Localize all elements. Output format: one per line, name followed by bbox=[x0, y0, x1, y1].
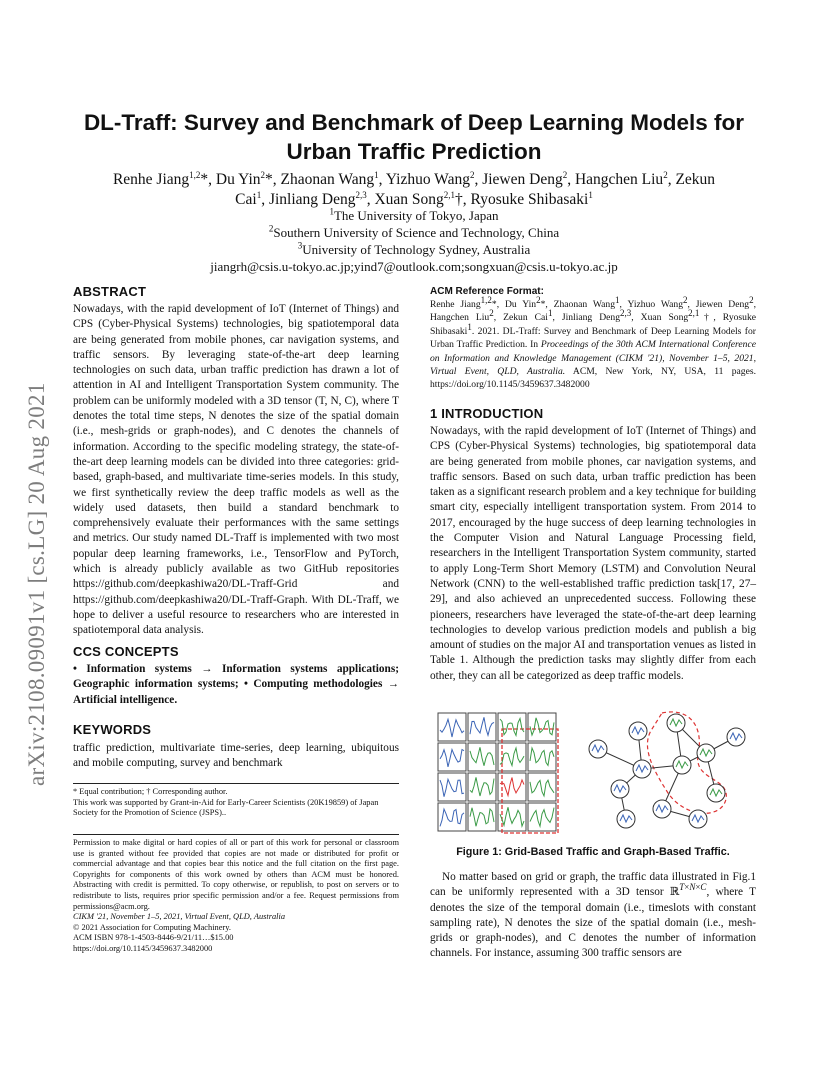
figure-1-caption: Figure 1: Grid-Based Traffic and Graph-Based Traffic. bbox=[456, 846, 730, 858]
cell-series-line bbox=[470, 777, 494, 796]
affiliation-3: $^3$University of Technology Sydney, Australia bbox=[297, 240, 531, 257]
author-emails: jiangrh@csis.u-tokyo.ac.jp;yind7@outlook.com;songxuan@csis.u-tokyo.ac.jp bbox=[210, 259, 618, 274]
keywords-body: traffic prediction, multivariate time-series, deep learning, ubiquitous and mobile computing, survey and benchmark bbox=[73, 742, 399, 770]
graph-node bbox=[611, 780, 629, 798]
author-line-1: Renhe Jiang$^{1,2}$*, Du Yin$^2$*, Zhaonan Wang$^1$, Yizhuo Wang$^2$, Jiewen Deng$^2$, Hangchen Liu$^2$, Zekun bbox=[112, 169, 716, 188]
arxiv-id: arXiv:2108.09091v1 [cs.LG] 20 Aug 2021 bbox=[24, 382, 49, 786]
affiliation-1: $^1$The University of Tokyo, Japan bbox=[329, 206, 499, 223]
graph-node bbox=[667, 714, 685, 732]
paragraph-2-text: No matter based on grid or graph, the traffic data illustrated in Fig.1 can be uniformly represented with a 3D tensor ℝ$^{T\times N\times C}$, where T denotes the size of the temporal domain (i.e., timeslots with constant sampling rate), N denotes the size of the spatial domain (i.e., mesh-grids or graph-nodes), and C denotes the number of information channels. For instance, assuming 300 traffic sensors are bbox=[430, 871, 756, 960]
cell-series-line bbox=[440, 719, 464, 737]
abstract-body bbox=[73, 302, 399, 639]
author-list bbox=[80, 170, 748, 210]
ccs-heading: CCS CONCEPTS bbox=[73, 644, 179, 659]
grid-cell bbox=[438, 743, 466, 771]
grid-cell bbox=[528, 773, 556, 801]
cell-series-line bbox=[470, 808, 494, 827]
footnote-contribution: * Equal contribution; † Corresponding author. bbox=[73, 787, 228, 796]
cell-series-line bbox=[500, 778, 524, 796]
footnote-funding: This work was supported by Grant-in-Aid for Early-Career Scientists (20K19859) of Japan Society for the Promotion of Science (JSPS).. bbox=[73, 797, 379, 818]
cell-series-line bbox=[440, 750, 464, 767]
grid-cell bbox=[468, 713, 496, 741]
cell-series-line bbox=[470, 747, 494, 765]
cell-series-line bbox=[440, 809, 464, 826]
isbn-line: ACM ISBN 978-1-4503-8446-9/21/11…$15.00 bbox=[73, 933, 234, 943]
intro-heading: 1 INTRODUCTION bbox=[430, 406, 544, 421]
footnote-rule bbox=[73, 783, 399, 784]
cell-series-line bbox=[530, 748, 554, 765]
graph-node bbox=[697, 744, 715, 762]
acm-ref-citation: 2021. DL-Traff: Survey and Benchmark of Deep Learning Models for Urban Traffic Prediction. In Proceedings of the 30th ACM International Conference on Information and Knowledge Management (CIKM '21), November 1–5, 2021, Virtual Event, QLD, Australia. ACM, New York, NY, USA, 11 pages. https://doi.org/10.1145/3459637.3482000 bbox=[430, 325, 756, 391]
cell-series-line bbox=[500, 719, 524, 736]
cell-series-line bbox=[500, 748, 524, 766]
graph-node bbox=[689, 810, 707, 828]
acm-ref-authors: Renhe Jiang$^{1,2}$*, Du Yin$^2$*, Zhaonan Wang$^1$, Yizhuo Wang$^2$, Jiewen Deng$^2$, Hangchen Liu$^2$, Zekun Cai$^1$, Jinliang Deng$^{2,3}$, Xuan Song$^{2,1}$†, Ryosuke Shibasaki$^1$. bbox=[430, 294, 757, 337]
graph-traffic-illustration bbox=[589, 712, 745, 828]
graph-node bbox=[589, 740, 607, 758]
copyright-line: © 2021 Association for Computing Machinery. bbox=[73, 922, 231, 932]
acm-ref-heading: ACM Reference Format: bbox=[430, 286, 544, 297]
author-line-2: Cai$^1$, Jinliang Deng$^{2,3}$, Xuan Song$^{2,1}$†, Ryosuke Shibasaki$^1$ bbox=[235, 189, 593, 208]
keywords-heading: KEYWORDS bbox=[73, 722, 152, 737]
abstract-heading: ABSTRACT bbox=[73, 284, 147, 299]
permission-rule bbox=[73, 834, 399, 835]
figure-1-graphic bbox=[430, 707, 756, 835]
graph-node bbox=[653, 800, 671, 818]
graph-node bbox=[707, 784, 725, 802]
paragraph-2 bbox=[430, 870, 756, 962]
cell-series-line bbox=[440, 779, 464, 796]
acm-ref-body bbox=[430, 294, 757, 392]
cell-series-line bbox=[530, 808, 554, 827]
cell-series-line bbox=[530, 718, 554, 735]
cell-series-line bbox=[500, 807, 524, 826]
graph-node bbox=[629, 722, 647, 740]
intro-body: Nowadays, with the rapid development of IoT (Internet of Things) and CPS (Cyber-Physical Systems) technologies, big spatiotemporal data are being generated from mobile phones, car navigation systems, and traffic sensors. Based on such data, urban traffic prediction has been taken as a significant research problem and a key technique for building smart city, especially intelligent transportation system. From 2014 to 2017, encouraged by the huge success of deep learning technologies in the Computer Vision and Natural Language Processing field, researchers in the Intelligent Transportation System community, started to apply Long-Term Short Memory (LSTM) and Convolution Neural Network (CNN) to the well-established traffic prediction task[17, 27–29], and also achieved an unprecedented success. Following these pioneers, researchers have leveraged the state-of-the-art deep learning technologies to develop various prediction models and publish a big amount of studies on the major AI and transportation venues as listed in Table 1. Although the prediction tasks may slightly differ from each other, they can all be categorized as deep traffic models. bbox=[430, 425, 756, 682]
paper-title: DL-Traff: Survey and Benchmark of Deep Learning Models for Urban Traffic Prediction bbox=[83, 110, 745, 164]
permission-text: Permission to make digital or hard copies of all or part of this work for personal or classroom use is granted without fee provided that copies are not made or distributed for profit or commercial advantage and that copies bear this notice and the full citation on the first page. Copyrights for components of this work owned by others than ACM must be honored. Abstracting with credit is permitted. To copy otherwise, or republish, to post on servers or to redistribute to lists, requires prior specific permission and/or a fee. Request permissions from permissions@acm.org. bbox=[73, 838, 399, 911]
doi-link[interactable]: https://doi.org/10.1145/3459637.3482000 bbox=[73, 943, 213, 953]
graph-node bbox=[633, 760, 651, 778]
cell-series-line bbox=[530, 780, 554, 796]
affiliation-2: $^2$Southern University of Science and Technology, China bbox=[268, 223, 560, 240]
grid-cell bbox=[468, 803, 496, 831]
permission-block bbox=[73, 838, 399, 955]
graph-node bbox=[617, 810, 635, 828]
abstract-text: Nowadays, with the rapid development of IoT (Internet of Things) and CPS (Cyber-Physical Systems) technologies, big spatiotemporal data are being generated from mobile phones, car navigation systems, and traffic sensors. By leveraging state-of-the-art deep learning technologies on such data, urban traffic prediction has drawn a lot of attention in AI and Intelligent Transportation System community. The problem can be uniformly modeled with a 3D tensor (T, N, C), where T denotes the total time steps, N denotes the size of the spatial domain (i.e., mesh-grids or graph-nodes), and C denotes the channels of information. According to the specific modeling strategy, the state-of-the-art deep learning models can be divided into three categories: grid-based, graph-based, and multivariate time-series models. In this study, we first synthetically review the deep traffic models as well as the widely used datasets, then build a standard benchmark to comprehensively evaluate their performances with the same settings and metrics. Our study named DL-Traff is implemented with two most popular deep learning frameworks, i.e., TensorFlow and PyTorch, which is already publicly available as two GitHub repositories https://github.com/deepkashiwa20/DL-Traff-Grid and https://github.com/deepkashiwa20/DL-Traff-Graph. With DL-Traff, we hope to deliver a useful resource to researchers who are interested in spatiotemporal data analysis. bbox=[73, 303, 399, 637]
grid-traffic-illustration bbox=[438, 713, 558, 833]
figure-1 bbox=[430, 707, 756, 835]
ccs-body: • Information systems → Information systems applications; Geographic information systems; • Computing methodologies → Artificial intelligence. bbox=[73, 663, 399, 706]
footnotes bbox=[73, 787, 399, 819]
cell-series-line bbox=[470, 717, 494, 735]
grid-cell bbox=[528, 713, 556, 741]
graph-node bbox=[673, 756, 691, 774]
graph-node bbox=[727, 728, 745, 746]
conference-line: CIKM '21, November 1–5, 2021, Virtual Event, QLD, Australia bbox=[73, 912, 286, 922]
